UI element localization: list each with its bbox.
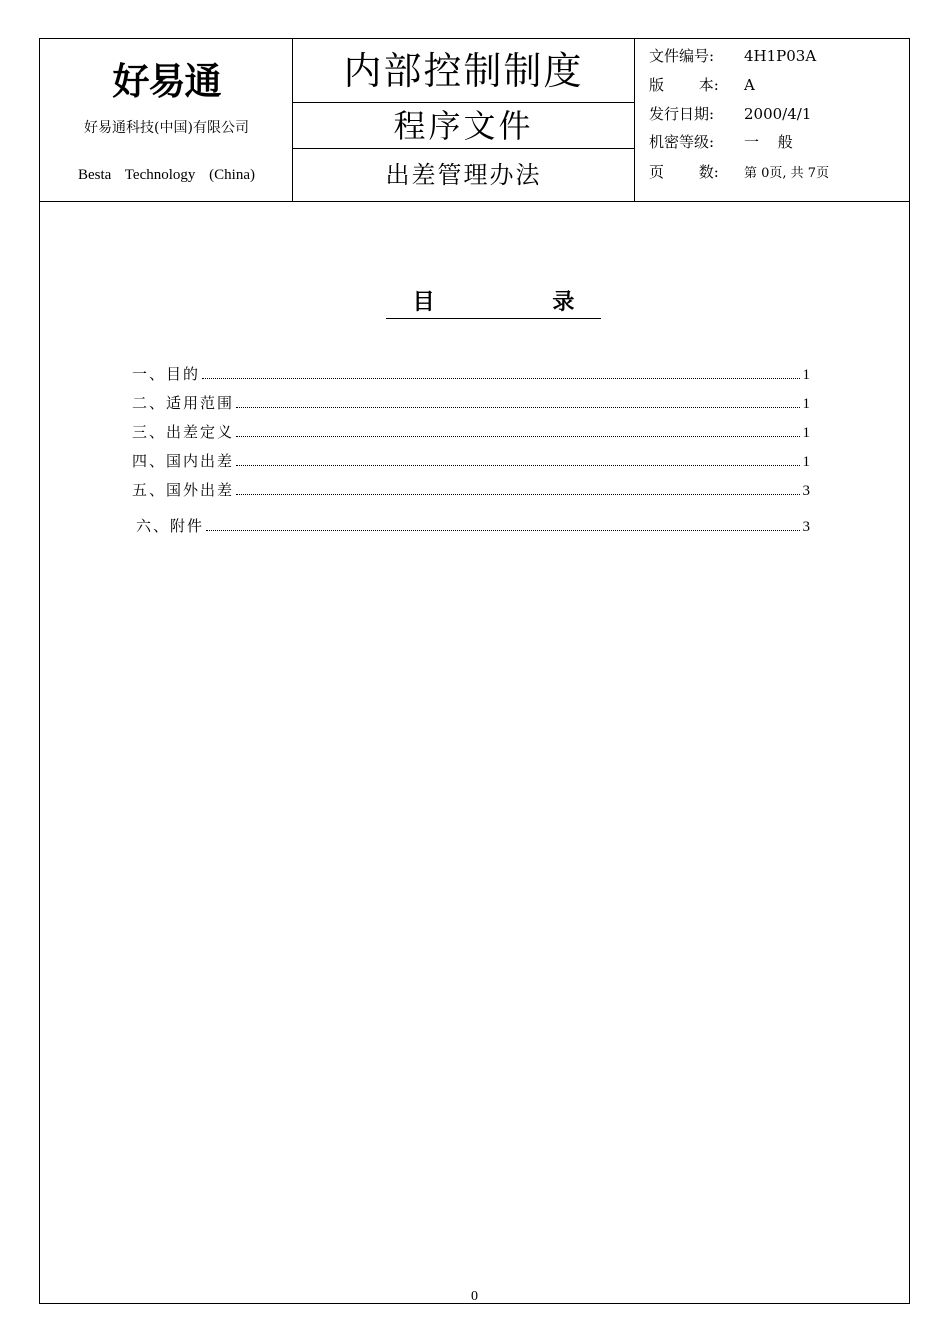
toc-label: 五、国外出差: [132, 481, 235, 499]
toc-label: 二、适用范围: [132, 394, 235, 412]
toc-item[interactable]: [132, 449, 810, 471]
toc-item[interactable]: [132, 391, 810, 413]
toc-leader-dots: [206, 530, 799, 531]
toc-leader-dots: [236, 436, 799, 437]
toc-page: 3: [802, 519, 810, 535]
document-header: [40, 39, 909, 202]
meta-version: [649, 74, 755, 95]
meta-pages: [649, 161, 829, 182]
meta-value: 第 0页, 共 7页: [744, 166, 830, 181]
toc-leader-dots: [236, 407, 799, 408]
meta-cell: [635, 39, 909, 201]
toc-page: 3: [802, 483, 810, 499]
toc-leader-dots: [236, 465, 799, 466]
meta-key: 文件编号:: [649, 47, 715, 65]
toc-label: 一、目的: [132, 365, 201, 383]
title-doc: 出差管理办法: [385, 161, 542, 189]
toc-page: 1: [802, 367, 810, 383]
company-cell: [40, 39, 293, 201]
meta-key: 版 本:: [649, 76, 719, 94]
toc-item[interactable]: [132, 420, 810, 442]
meta-value: A: [744, 76, 755, 94]
toc-label: 三、出差定义: [132, 423, 235, 441]
page-frame: [39, 38, 910, 1304]
meta-key: 页 数:: [649, 163, 719, 181]
title-cell: [293, 39, 635, 201]
page-number: 0: [471, 1289, 478, 1304]
toc-page: 1: [802, 425, 810, 441]
company-name-cn: 好易通科技(中国)有限公司: [84, 120, 249, 136]
meta-key: 发行日期:: [649, 105, 715, 123]
meta-doc-number: [649, 45, 816, 66]
toc-page: 1: [802, 396, 810, 412]
toc-item[interactable]: [132, 514, 810, 536]
toc-page: 1: [802, 454, 810, 470]
meta-value: 4H1P03A: [744, 47, 817, 65]
toc-leader-dots: [202, 378, 799, 379]
title-main: 内部控制制度: [293, 39, 634, 103]
meta-key: 机密等级:: [649, 133, 715, 151]
toc-leader-dots: [236, 494, 799, 495]
toc-label: 四、国内出差: [132, 452, 235, 470]
meta-value: 一 般: [744, 133, 793, 151]
meta-issue-date: [649, 103, 811, 124]
title-sub: 程序文件: [293, 103, 634, 149]
toc-title: 目 录: [386, 285, 601, 319]
toc-item[interactable]: [132, 478, 810, 500]
company-name-en: Besta Technology (China): [78, 167, 255, 183]
meta-confidentiality: [649, 131, 793, 152]
company-logo: 好易通: [112, 60, 221, 103]
toc-item[interactable]: [132, 362, 810, 384]
meta-value: 2000/4/1: [744, 105, 812, 123]
toc-label: 六、附件: [136, 517, 205, 535]
